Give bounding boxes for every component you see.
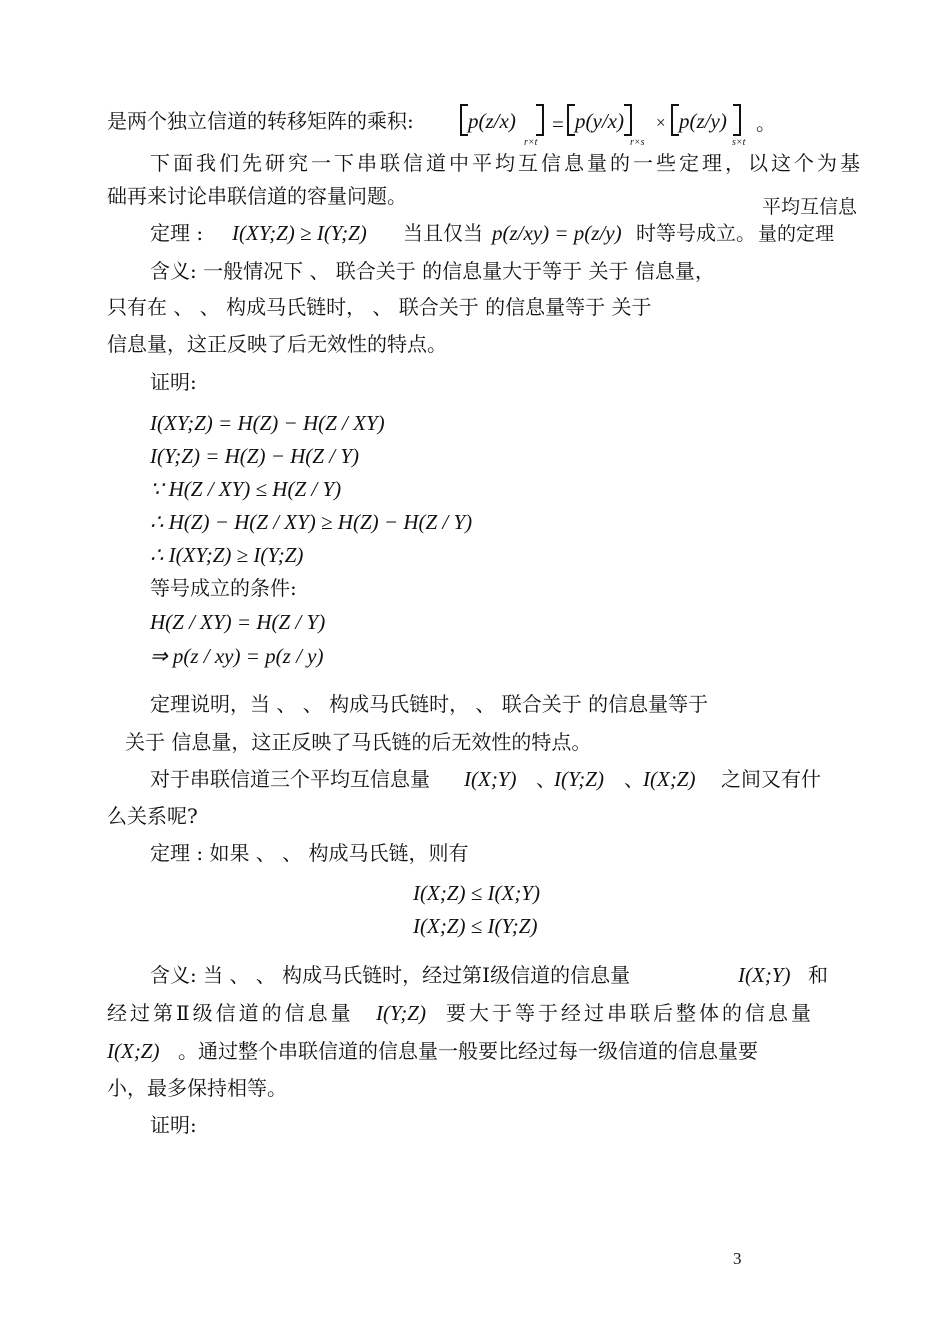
separator: 、 <box>536 767 556 791</box>
text-line-7: 信息量，这正反映了后无效性的特点。 <box>107 332 447 356</box>
equation: H(Z / XY) = H(Z / Y) <box>150 610 326 634</box>
text-period: 。 <box>756 111 776 135</box>
theorem-condition: p(z/xy) = p(z/y) <box>492 221 622 245</box>
margin-note: 量的定理 <box>758 223 835 245</box>
left-bracket <box>567 104 575 136</box>
mutual-info-xz: I(X;Z) <box>643 767 696 791</box>
theorem-text: 当且仅当 <box>403 221 483 245</box>
text-line-17: 。通过整个串联信道的信息量一般要比经过每一级信道的信息量要 <box>178 1039 758 1063</box>
mutual-info-yz: I(Y;Z) <box>554 767 604 791</box>
text-line-6: 只有在 、 、 构成马氏链时， 、 联合关于 的信息量等于 关于 <box>107 295 652 319</box>
matrix-pzy: p(z/y) <box>679 109 727 133</box>
mutual-info-yz: I(Y;Z) <box>376 1001 426 1025</box>
matrix-subscript: r×s <box>630 137 645 148</box>
matrix-subscript: r×t <box>524 137 538 148</box>
left-bracket <box>671 104 679 136</box>
theorem-label: 定理 : <box>150 221 204 245</box>
equation: ⇒ p(z / xy) = p(z / y) <box>150 644 324 668</box>
margin-note: 平均互信息 <box>762 196 858 218</box>
equation: ∴ I(XY;Z) ≥ I(Y;Z) <box>150 543 304 567</box>
text-line-12b: 之间又有什 <box>721 767 821 791</box>
right-bracket <box>536 104 544 136</box>
equation: I(XY;Z) = H(Z) − H(Z / XY) <box>150 411 385 435</box>
text-line-16: 经过第Ⅱ级信道的信息量 <box>107 1001 354 1025</box>
text-line-9: 等号成立的条件: <box>150 576 297 600</box>
left-bracket <box>460 104 468 136</box>
right-bracket <box>624 104 632 136</box>
text-line-14: 定理 : 如果 、 、 构成马氏链，则有 <box>150 841 469 865</box>
text-line-1: 是两个独立信道的转移矩阵的乘积: <box>107 109 414 133</box>
text-line-3: 础再来讨论串联信道的容量问题。 <box>107 184 407 208</box>
proof-label: 证明: <box>150 1113 197 1137</box>
mutual-info-xy: I(X;Y) <box>464 767 517 791</box>
theorem-text: 时等号成立。 <box>636 221 756 245</box>
text-line-18: 小，最多保持相等。 <box>107 1076 287 1100</box>
theorem-formula: I(XY;Z) ≥ I(Y;Z) <box>232 221 367 245</box>
equation: I(X;Z) ≤ I(X;Y) <box>413 881 540 905</box>
text-line-15: 含义: 当 、 、 构成马氏链时，经过第Ⅰ级信道的信息量 <box>150 963 631 987</box>
text-line-10: 定理说明，当 、 、 构成马氏链时， 、 联合关于 的信息量等于 <box>150 692 709 716</box>
proof-label: 证明: <box>150 370 197 394</box>
equation: ∵ H(Z / XY) ≤ H(Z / Y) <box>150 477 342 501</box>
matrix-pzx: p(z/x) <box>468 109 516 133</box>
equation: I(Y;Z) = H(Z) − H(Z / Y) <box>150 444 359 468</box>
text-line-12: 对于串联信道三个平均互信息量 <box>150 767 430 791</box>
text-line-13: 么关系呢? <box>107 804 198 828</box>
text-line-5: 含义: 一般情况下 、 联合关于 的信息量大于等于 关于 信息量， <box>150 259 715 283</box>
page-number: 3 <box>733 1249 742 1268</box>
text-line-16b: 要大于等于经过串联后整体的信息量 <box>446 1001 814 1025</box>
mutual-info-xy: I(X;Y) <box>738 963 791 987</box>
right-bracket <box>733 104 741 136</box>
equation: I(X;Z) ≤ I(Y;Z) <box>413 914 538 938</box>
matrix-subscript: s×t <box>732 137 746 148</box>
equals-sign: = <box>552 112 564 136</box>
text-line-11: 关于 信息量，这正反映了马氏链的后无效性的特点。 <box>125 730 592 754</box>
text-line-2: 下面我们先研究一下串联信道中平均互信息量的一些定理，以这个为基 <box>150 151 863 175</box>
times-sign: × <box>656 113 666 132</box>
text-line-15b: 和 <box>808 963 828 987</box>
equation: ∴ H(Z) − H(Z / XY) ≥ H(Z) − H(Z / Y) <box>150 510 473 534</box>
separator: 、 <box>624 767 644 791</box>
matrix-pyx: p(y/x) <box>575 109 624 133</box>
mutual-info-xz: I(X;Z) <box>107 1039 160 1063</box>
